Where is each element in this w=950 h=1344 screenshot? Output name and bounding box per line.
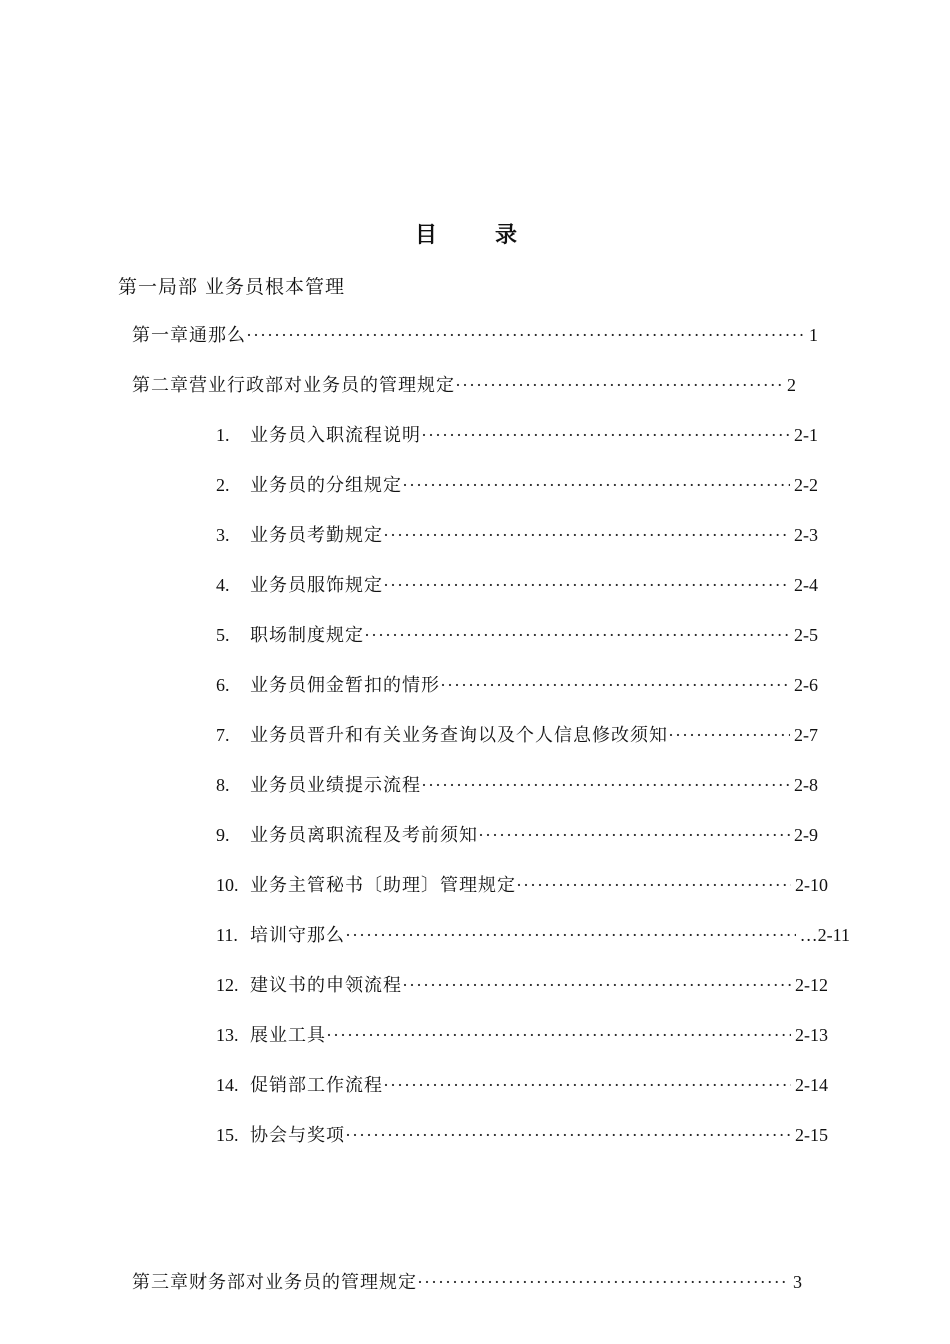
item-number: 4. <box>216 575 230 595</box>
item-title: 业务员考勤规定 <box>250 525 383 546</box>
leader-dots <box>402 975 791 996</box>
page-number: 2-7 <box>794 725 818 745</box>
page-number: 2-4 <box>794 575 818 595</box>
item-number: 10. <box>216 875 239 895</box>
page-number: 2-1 <box>794 425 818 445</box>
chapter-title: 财务部对业务员的管理规定 <box>189 1272 417 1293</box>
leader-dots <box>440 675 790 696</box>
page-number: 2-5 <box>794 625 818 645</box>
item-title: 业务员的分组规定 <box>250 475 402 496</box>
chapter-number: 第三章 <box>132 1272 189 1293</box>
item-title: 业务员服饰规定 <box>250 575 383 596</box>
item-number: 11. <box>216 925 238 945</box>
leader-dots <box>455 375 783 396</box>
page-number: 2-15 <box>795 1125 828 1145</box>
item-title: 业务员离职流程及考前须知 <box>250 825 478 846</box>
leader-dots <box>668 725 790 746</box>
toc-chapter-1[interactable] <box>132 321 818 347</box>
toc-item-6[interactable] <box>216 671 818 697</box>
item-title: 职场制度规定 <box>250 625 364 646</box>
item-number: 2. <box>216 475 230 495</box>
leader-dots <box>421 775 790 796</box>
toc-item-15[interactable] <box>216 1121 828 1147</box>
item-title: 业务员佣金暂扣的情形 <box>250 675 440 696</box>
leader-dots <box>383 1075 791 1096</box>
leader-dots <box>421 425 790 446</box>
page-number: 2-6 <box>794 675 818 695</box>
item-number: 8. <box>216 775 230 795</box>
chapter-title: 营业行政部对业务员的管理规定 <box>189 375 455 396</box>
page-number: 1 <box>809 325 818 345</box>
item-number: 7. <box>216 725 230 745</box>
item-number: 14. <box>216 1075 239 1095</box>
leader-dots <box>402 475 790 496</box>
leader-dots <box>364 625 790 646</box>
item-title: 建议书的申领流程 <box>250 975 402 996</box>
item-number: 3. <box>216 525 230 545</box>
item-title: 协会与奖项 <box>250 1125 345 1146</box>
leader-dots <box>326 1025 791 1046</box>
page-number: 2-9 <box>794 825 818 845</box>
item-title: 业务员业绩提示流程 <box>250 775 421 796</box>
leader-dots <box>246 325 805 346</box>
toc-item-3[interactable] <box>216 521 818 547</box>
page-number: 3 <box>793 1272 802 1292</box>
toc-title: 目 录 <box>414 223 535 248</box>
item-title: 培训守那么 <box>250 925 345 946</box>
page-number: 2-10 <box>795 875 828 895</box>
toc-item-2[interactable] <box>216 471 818 497</box>
item-title: 业务主管秘书〔助理〕管理规定 <box>250 875 516 896</box>
leader-dots <box>478 825 790 846</box>
page-number: 2-14 <box>795 1075 828 1095</box>
chapter-title: 通那么 <box>189 325 246 346</box>
page-number: 2 <box>787 375 796 395</box>
leader-dots <box>417 1272 789 1293</box>
toc-item-11[interactable] <box>216 921 850 947</box>
page-number: 2-8 <box>794 775 818 795</box>
page-number: 2-12 <box>795 975 828 995</box>
toc-item-4[interactable] <box>216 571 818 597</box>
item-number: 5. <box>216 625 230 645</box>
item-number: 1. <box>216 425 230 445</box>
item-title: 业务员晋升和有关业务查询以及个人信息修改须知 <box>250 725 668 746</box>
page-number: …2-11 <box>799 925 850 945</box>
item-title: 业务员入职流程说明 <box>250 425 421 446</box>
toc-item-14[interactable] <box>216 1071 828 1097</box>
item-number: 12. <box>216 975 239 995</box>
item-number: 9. <box>216 825 230 845</box>
part-heading: 第一局部 业务员根本管理 <box>118 276 346 298</box>
chapter-number: 第二章 <box>132 375 189 396</box>
page-number: 2-2 <box>794 475 818 495</box>
item-number: 15. <box>216 1125 239 1145</box>
toc-chapter-3[interactable] <box>132 1268 802 1294</box>
item-number: 13. <box>216 1025 239 1045</box>
toc-item-12[interactable] <box>216 971 828 997</box>
toc-item-5[interactable] <box>216 621 818 647</box>
toc-item-10[interactable] <box>216 871 828 897</box>
page-number: 2-13 <box>795 1025 828 1045</box>
leader-dots <box>345 1125 791 1146</box>
leader-dots <box>383 575 790 596</box>
toc-item-1[interactable] <box>216 421 818 447</box>
toc-item-7[interactable] <box>216 721 818 747</box>
toc-item-13[interactable] <box>216 1021 828 1047</box>
page-number: 2-3 <box>794 525 818 545</box>
item-title: 展业工具 <box>250 1025 326 1046</box>
item-title: 促销部工作流程 <box>250 1075 383 1096</box>
leader-dots <box>383 525 790 546</box>
toc-item-9[interactable] <box>216 821 818 847</box>
chapter-number: 第一章 <box>132 325 189 346</box>
item-number: 6. <box>216 675 230 695</box>
leader-dots <box>516 875 791 896</box>
toc-item-8[interactable] <box>216 771 818 797</box>
leader-dots <box>345 925 796 946</box>
toc-chapter-2[interactable] <box>132 371 796 397</box>
